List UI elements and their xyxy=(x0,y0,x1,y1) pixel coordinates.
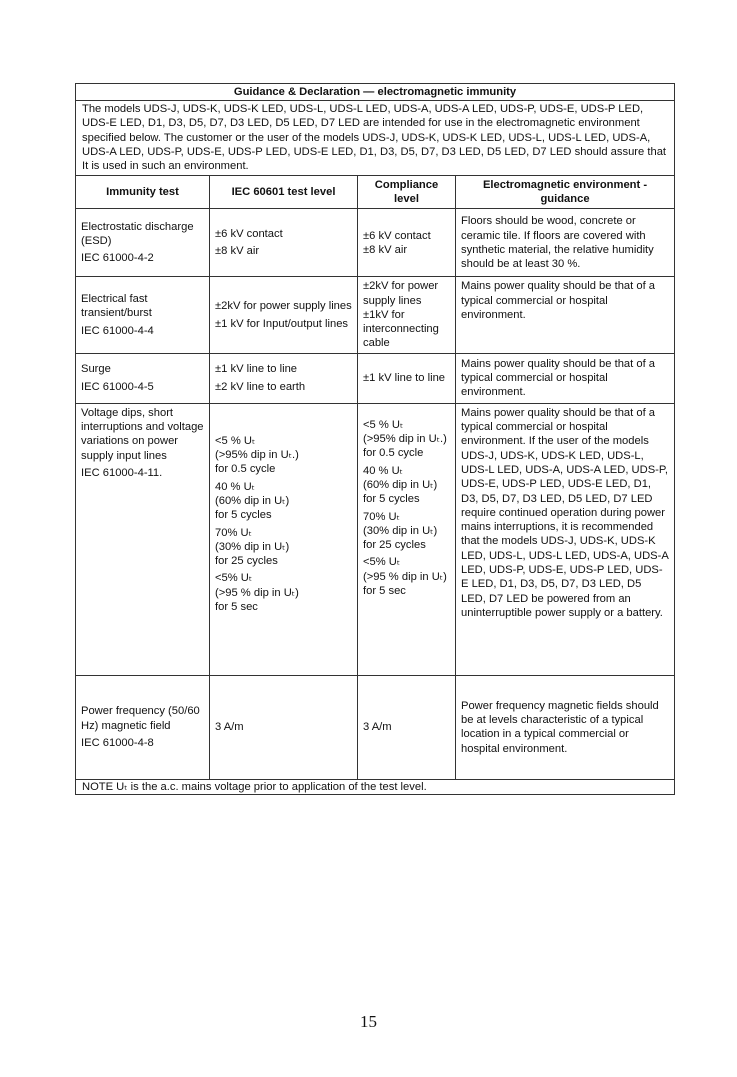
iec-level-line: ±6 kV contact xyxy=(215,228,283,240)
test-standard: IEC 61000-4-2 xyxy=(81,252,154,265)
compliance-cell xyxy=(358,277,456,353)
table-row xyxy=(76,277,675,353)
compliance-line: (>95 % dip in Uₜ) xyxy=(363,570,447,583)
test-standard: IEC 61000-4-11. xyxy=(81,466,163,479)
iec-level-cell xyxy=(210,277,358,353)
compliance-line: 40 % Uₜ xyxy=(363,464,403,477)
iec-level-line: for 5 sec xyxy=(215,601,258,614)
iec-level-line: ±8 kV air xyxy=(215,245,260,258)
compliance-line: for 5 sec xyxy=(363,585,406,598)
iec-level-line: (60% dip in Uₜ) xyxy=(215,494,290,507)
test-cell xyxy=(76,403,210,675)
iec-level-line: ±1 kV line to line xyxy=(215,363,298,376)
test-name: Surge xyxy=(81,363,111,376)
test-name: Power frequency (50/60 Hz) magnetic field xyxy=(81,705,200,732)
guidance-cell: Mains power quality should be that of a typical commercial or hospital environment. xyxy=(456,277,675,353)
iec-level-group xyxy=(215,526,352,569)
table-row xyxy=(76,353,675,403)
test-cell xyxy=(76,675,210,779)
table-row xyxy=(76,403,675,675)
compliance-line: for 0.5 cycle xyxy=(363,447,424,460)
test-cell xyxy=(76,209,210,277)
iec-level-line: 40 % Uₜ xyxy=(215,480,255,493)
iec-level-line: ±1 kV for Input/output lines xyxy=(215,317,349,330)
header-iec-level: IEC 60601 test level xyxy=(210,176,358,209)
guidance-cell: Mains power quality should be that of a typical commercial or hospital environment. If the user of the models UDS-J, UDS-K, UDS-K LED, UDS-L, UDS-L LED, UDS-A, UDS-A LED, UDS-P, UDS-E, UDS-P LED, UDS-E LED, D1, D3, D5, D7, D3 LED, D5 LED, D7 LED require continued operation during power mains interruptions, it is recommended that the models UDS-J, UDS-K, UDS-K LED, UDS-L, UDS-L LED, UDS-A, UDS-A LED, UDS-P, UDS-E, UDS-P LED, UDS-E LED, D1, D3, D5, D7, D3 LED, D5 LED, D7 LED be powered from an uninterruptible power supply or a battery. xyxy=(456,403,675,675)
iec-level-line: ±2kV for power supply lines xyxy=(215,300,352,313)
iec-level-line: 70% Uₜ xyxy=(215,526,252,539)
iec-level-line: for 5 cycles xyxy=(215,509,272,522)
iec-level-group xyxy=(215,480,352,523)
test-cell xyxy=(76,353,210,403)
compliance-line: ±1 kV line to line xyxy=(363,372,446,385)
immunity-table xyxy=(75,83,675,795)
guidance-cell: Power frequency magnetic fields should be at levels characteristic of a typical location in a typical commercial or hospital environment. xyxy=(456,675,675,779)
iec-level-line: ±2 kV line to earth xyxy=(215,380,306,393)
compliance-line: (>95% dip in Uₜ.) xyxy=(363,433,447,446)
compliance-cell xyxy=(358,209,456,277)
header-guidance: Electromagnetic environment - guidance xyxy=(456,176,675,209)
table-row xyxy=(76,209,675,277)
page-number: 15 xyxy=(360,1012,377,1031)
iec-level-cell: 3 A/m xyxy=(210,675,358,779)
iec-level-line: <5 % Uₜ xyxy=(215,434,256,447)
table-row xyxy=(76,675,675,779)
compliance-line: for 25 cycles xyxy=(363,539,426,552)
test-name: Electrical fast transient/burst xyxy=(81,293,152,320)
test-name: Voltage dips, short interruptions and voltage variations on power supply input lines xyxy=(81,406,204,462)
header-compliance-level: Compliance level xyxy=(358,176,456,209)
compliance-line: (60% dip in Uₜ) xyxy=(363,478,438,491)
compliance-line: for 5 cycles xyxy=(363,493,420,506)
iec-level-line: for 25 cycles xyxy=(215,555,278,568)
test-standard: IEC 61000-4-5 xyxy=(81,380,154,393)
test-name: Electrostatic discharge (ESD) xyxy=(81,220,194,248)
compliance-line: (30% dip in Uₜ) xyxy=(363,524,438,537)
iec-level-line: <5% Uₜ xyxy=(215,572,253,585)
compliance-group xyxy=(363,510,450,553)
compliance-group xyxy=(363,418,450,461)
compliance-line: ±1kV for interconnecting cable xyxy=(363,308,439,350)
iec-level-cell xyxy=(210,403,358,675)
table-note: NOTE Uₜ is the a.c. mains voltage prior to application of the test level. xyxy=(76,779,675,794)
compliance-line: ±8 kV air xyxy=(363,243,408,256)
iec-level-cell xyxy=(210,209,358,277)
iec-level-line: for 0.5 cycle xyxy=(215,463,276,476)
compliance-cell xyxy=(358,403,456,675)
iec-level-cell xyxy=(210,353,358,403)
compliance-cell: 3 A/m xyxy=(358,675,456,779)
compliance-group xyxy=(363,464,450,507)
document-body xyxy=(75,83,674,795)
header-immunity-test: Immunity test xyxy=(76,176,210,209)
compliance-line: 70% Uₜ xyxy=(363,510,400,523)
compliance-group xyxy=(363,555,450,598)
iec-level-group xyxy=(215,434,352,477)
table-title: Guidance & Declaration — electromagnetic immunity xyxy=(76,84,675,101)
test-standard: IEC 61000-4-4 xyxy=(81,324,154,337)
guidance-cell: Floors should be wood, concrete or ceramic tile. If floors are covered with synthetic material, the relative humidity should be at least 30 %. xyxy=(456,209,675,277)
compliance-cell xyxy=(358,353,456,403)
iec-level-line: (>95% dip in Uₜ.) xyxy=(215,449,299,462)
iec-level-line: (>95 % dip in Uₜ) xyxy=(215,586,299,599)
test-cell xyxy=(76,277,210,353)
iec-level-line: (30% dip in Uₜ) xyxy=(215,540,290,553)
compliance-line: <5 % Uₜ xyxy=(363,418,404,431)
intro-paragraph: The models UDS-J, UDS-K, UDS-K LED, UDS-L, UDS-L LED, UDS-A, UDS-A LED, UDS-P, UDS-E, UDS-P LED, UDS-E LED, D1, D3, D5, D7, D3 LED, D5 LED, D7 LED are intended for use in the electromagnetic environment specified below. The customer or the user of the models UDS-J, UDS-K, UDS-K LED, UDS-L, UDS-L LED, UDS-A, UDS-A LED, UDS-P, UDS-E, UDS-P LED, UDS-E LED, D1, D3, D5, D7, D3 LED, D5 LED, D7 LED should assure that It is used in such an environment. xyxy=(76,101,675,176)
compliance-line: ±6 kV contact xyxy=(363,229,431,242)
iec-level-group xyxy=(215,571,352,614)
compliance-line: <5% Uₜ xyxy=(363,556,401,569)
guidance-cell: Mains power quality should be that of a typical commercial or hospital environment. xyxy=(456,353,675,403)
test-standard: IEC 61000-4-8 xyxy=(81,736,154,749)
compliance-line: ±2kV for power supply lines xyxy=(363,280,439,307)
